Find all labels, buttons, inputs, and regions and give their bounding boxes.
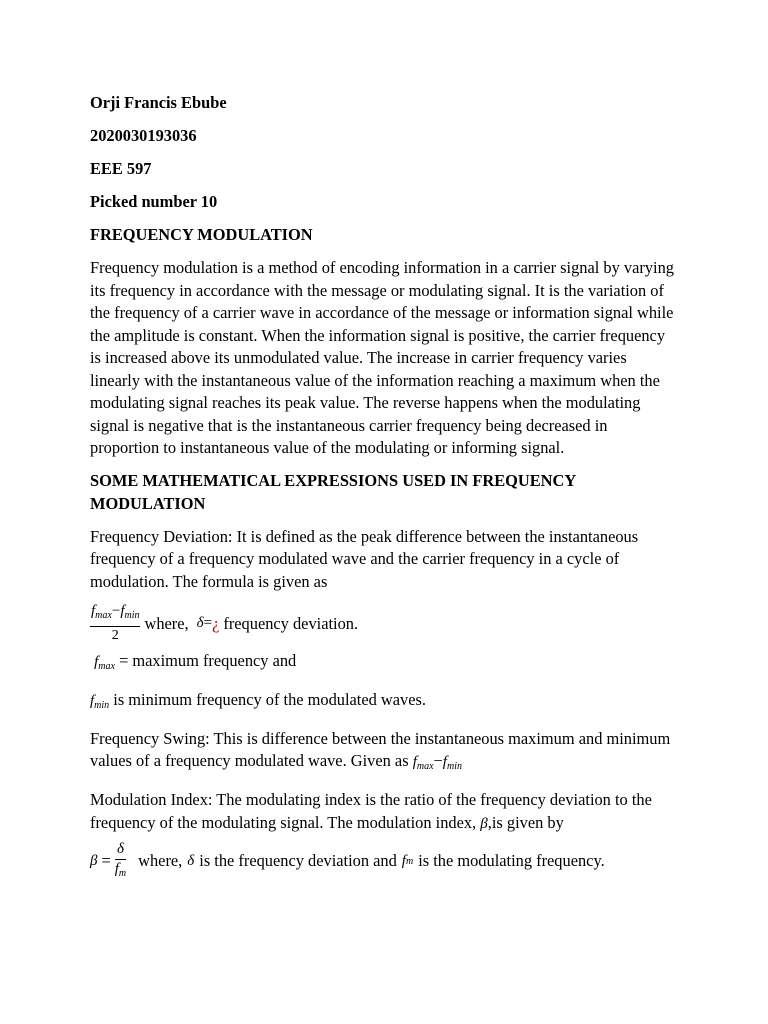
section-heading-fm: FREQUENCY MODULATION — [90, 225, 313, 244]
fraction-denominator: 2 — [111, 628, 119, 643]
index-numerator: δ — [115, 840, 126, 860]
section-heading-math: SOME MATHEMATICAL EXPRESSIONS USED IN FREQUENCY MODULATION — [90, 471, 576, 513]
deviation-formula: $\frac{f_{max}-f_{min}}{2}$ where, δ = ¿ frequency deviation. — [91, 603, 359, 643]
student-id: 2020030193036 — [90, 126, 197, 145]
fraction-numerator: $f_{max}-f_{min}$ — [90, 602, 140, 627]
swing-paragraph: Frequency Swing: This is difference between the instantaneous maximum and minimum values of a frequency modulated wave. Given as $f_{max}-f_{min}$ — [90, 728, 671, 772]
picked-number: Picked number 10 — [90, 192, 218, 211]
fmax-definition: $f_{max}$ = maximum frequency and — [94, 650, 297, 672]
deviation-fraction — [90, 602, 140, 645]
deviation-desc: frequency deviation. — [223, 613, 359, 633]
delta-symbol: δ — [196, 615, 204, 631]
index-paragraph: Modulation Index: The modulating index is the ratio of the frequency deviation to the frequency of the modulating signal. The modulation index, β,is given by — [90, 790, 652, 832]
deviation-paragraph: Frequency Deviation: It is defined as the peak difference between the instantaneous frequency of a frequency modulated wave and the carrier frequency in a cycle of modulation. The formula is given as — [90, 526, 639, 591]
index-formula: β = $\frac{\delta}{f_m}$ where, δ is the frequency deviation and f m is the modulating frequency. — [90, 839, 678, 883]
author-name: Orji Francis Ebube — [90, 93, 227, 112]
fmin-definition: $f_{min}$ is minimum frequency of the modulated waves. — [90, 689, 426, 711]
inverted-question-mark: ¿ — [212, 613, 220, 633]
index-denominator: $f_m$ — [114, 860, 127, 879]
beta-symbol: β — [90, 852, 98, 869]
fm-paragraph: Frequency modulation is a method of encoding information in a carrier signal by varying its frequency in accordance with the message or modulating signal. It is the variation of the frequency of a carrier wave in accordance of the message or information signal while the amplitude is constant. When the information signal is positive, the carrier frequency is increased above its unmodulated value. The increase in carrier frequency varies linearly with the instantaneous value of the information reaching a maximum when the modulating signal reaches its peak value. The reverse happens when the modulating signal is negative that is the instantaneous carrier frequency being decreased in proportion to instantaneous value of the modulating or informing signal. — [90, 258, 674, 457]
course-code: EEE 597 — [90, 159, 152, 178]
where-label-2: where, — [138, 851, 183, 870]
where-label: where, — [144, 613, 189, 633]
index-fraction — [115, 840, 126, 883]
